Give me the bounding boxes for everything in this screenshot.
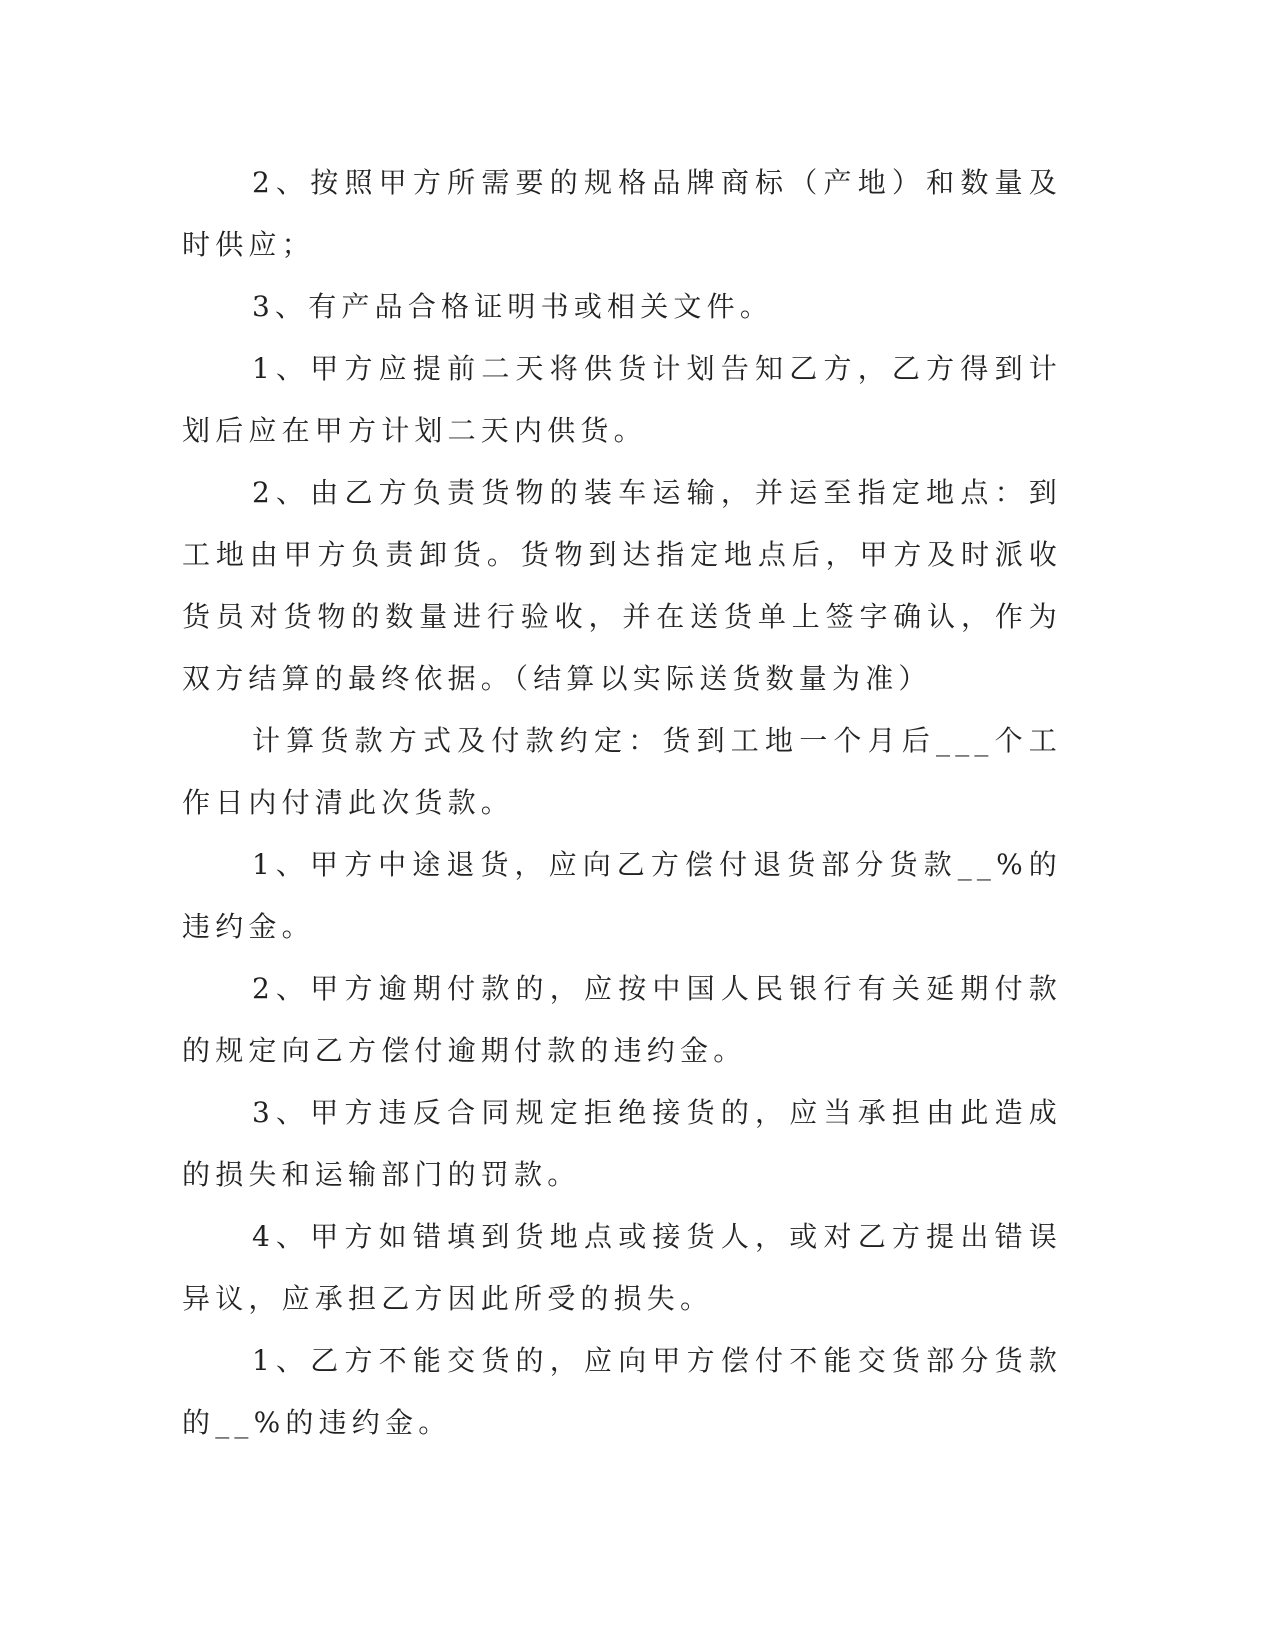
paragraph: 2、甲方逾期付款的，应按中国人民银行有关延期付款的规定向乙方偿付逾期付款的违约金。 [182,972,1062,1067]
paragraph: 3、甲方违反合同规定拒绝接货的，应当承担由此造成的损失和运输部门的罚款。 [182,1096,1062,1191]
paragraph: 2、按照甲方所需要的规格品牌商标（产地）和数量及时供应； [182,166,1062,261]
document-body [182,152,1062,1454]
paragraph: 1、甲方应提前二天将供货计划告知乙方，乙方得到计划后应在甲方计划二天内供货。 [182,352,1062,447]
paragraph: 1、乙方不能交货的，应向甲方偿付不能交货部分货款的__%的违约金。 [182,1344,1062,1439]
paragraph: 1、甲方中途退货，应向乙方偿付退货部分货款__%的违约金。 [182,848,1062,943]
paragraph: 4、甲方如错填到货地点或接货人，或对乙方提出错误异议，应承担乙方因此所受的损失。 [182,1220,1062,1315]
paragraph: 2、由乙方负责货物的装车运输，并运至指定地点：到工地由甲方负责卸货。货物到达指定地点后，甲方及时派收货员对货物的数量进行验收，并在送货单上签字确认，作为双方结算的最终依据。（结算以实际送货数量为准） [182,476,1062,695]
paragraph: 计算货款方式及付款约定：货到工地一个月后___个工作日内付清此次货款。 [182,724,1062,819]
paragraph: 3、有产品合格证明书或相关文件。 [252,290,774,323]
